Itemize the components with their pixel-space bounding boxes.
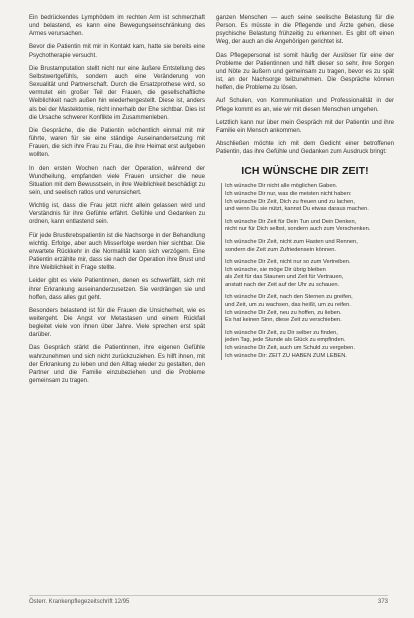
poem-stanza: Ich wünsche Dir nicht alle möglichen Gaben. Ich wünsche Dir nur, was die meisten nicht haben: Ich wünsche Dir Zeit, Dich zu freuen und zu lachen, und wenn Du sie nützt, kannst Du etwas daraus machen. bbox=[225, 183, 369, 213]
poem-stanza: Ich wünsche Dir Zeit, nach den Sternen zu greifen, und Zeit, um zu wachsen, das heißt, um zu reifen. Ich wünsche Dir Zeit, neu zu hoffen, zu lieben. Es hat keinen Sinn, diese Zeit zu verschieben. bbox=[225, 294, 353, 324]
paragraph: Abschließen möchte ich mit dem Gedicht einer betroffenen Patientin, das ihre Gefühle und Gedanken zum Ausdruck bringt: bbox=[216, 141, 394, 156]
poem-title: ICH WÜNSCHE DIR ZEIT! bbox=[241, 165, 369, 178]
footer-source: Österr. Krankenpflegezeitschrift 12/95 bbox=[29, 599, 130, 605]
right-paragraphs bbox=[216, 14, 394, 156]
poem bbox=[221, 183, 394, 360]
paragraph: ganzen Menschen — auch seine seelische Belastung für die Person. Es müsste in die Pflegende und Ärzte gehen, diese psychische Belastung frühzeitig zu erkennen. Es gibt oft einen Weg, der auch an die Angehörigen gerichtet ist. bbox=[216, 15, 394, 46]
paragraph: Bevor die Patientin mit mir in Kontakt kam, hatte sie bereits eine Psychotherapie versucht. bbox=[29, 44, 205, 59]
paragraph: Auf Schulen, von Kommunikation und Professionalität in der Pflege kommt es an, wie wir mit diesen Menschen umgehen. bbox=[216, 98, 394, 113]
poem-stanza: Ich wünsche Dir Zeit für Dein Tun und Dein Denken, nicht nur für Dich selbst, sondern auch zum Verschenken. bbox=[225, 218, 371, 233]
page-footer bbox=[29, 595, 388, 609]
paragraph: Wichtig ist, dass die Frau jetzt nicht allein gelassen wird und Verständnis für ihre Gefühle erfährt. Gefühle und Gedanken zu ordnen, kann entlastend sein. bbox=[29, 203, 205, 226]
paragraph: Für jede Brustkrebspatientin ist die Nachsorge in der Behandlung wichtig. Erfolge, aber auch Misserfolge werden hier sichtbar. Die erwartete Rückkehr in die Normalität kann sich verzögern. Eine Patientin erzählte mir, dass sie nach der Operation ihre Brust und ihre Weiblichkeit in Frage stellte. bbox=[29, 232, 205, 272]
paragraph: Besonders belastend ist für die Frauen die Unsicherheit, wie es weitergeht. Die Angst vor Metastasen und einem Rückfall begleitet viele von ihnen über Jahre. Viele sprechen erst spät darüber. bbox=[29, 307, 205, 339]
paragraph: Das Gespräch stärkt die Patientinnen, ihre eigenen Gefühle wahrzunehmen und sich nicht zurückzuziehen. Es hilft ihnen, mit der Erkrankung zu leben und den Alltag wieder zu gestalten, den Partner und die Familie einzubeziehen und die Probleme gemeinsam zu tragen. bbox=[29, 345, 205, 385]
page-number: 373 bbox=[377, 599, 388, 605]
poem-stanza: Ich wünsche Dir Zeit, nicht zum Hasten und Rennen, sondern die Zeit zum Zufriedensein können. bbox=[225, 238, 358, 253]
paragraph: Das Pflegepersonal ist somit häufig der Auslöser für eine der Probleme der Patientinnen und hilft dieser so sehr, ihre Sorgen und Nöte zu äußern und gemeinsam zu tragen, bevor es zu spät ist, an der Nachsorge teilzunehmen. Die Gespräche können helfen, die Probleme zu lösen. bbox=[216, 52, 394, 92]
left-text-column bbox=[29, 14, 205, 390]
poem-stanza: Ich wünsche Dir Zeit, zu Dir selber zu finden, jeden Tag, jede Stunde als Glück zu empfinden. Ich wünsche Dir Zeit, auch um Schuld zu vergeben. Ich wünsche Dir: ZEIT ZU HABEN ZUM LEBEN. bbox=[225, 329, 355, 359]
poem-stanza: Ich wünsche Dir Zeit, nicht nur so zum Vertreiben. Ich wünsche, sie möge Dir übrig bleiben als Zeit für das Staunen und Zeit für Vertrauen, anstatt nach der Zeit auf der Uhr zu schauen. bbox=[225, 259, 351, 288]
paragraph: Leider gibt es viele Patientinnen, denen es schwerfällt, sich mit ihrer Erkrankung auseinanderzusetzen. Sie verdrängen sie und hoffen, dass alles gut geht. bbox=[29, 278, 205, 301]
right-text-column bbox=[216, 14, 394, 365]
paragraph: Die Gespräche, die die Patientin wöchentlich einmal mit mir führte, waren für sie eine ständige Auseinandersetzung mit Frauen, die sich ihre Frau zu Frau, die ihre Heimat erst aufgeben wollten. bbox=[29, 127, 205, 159]
paragraph: Die Brustamputation stellt nicht nur eine äußere Entstellung des Selbstwertgefühls, sondern auch eine Veränderung von Sexualität und Partnerschaft. Durch die Ersatzprothese wird, so vermutet ein großer Teil der Frauen, die gesellschaftliche Weiblichkeit nach außen hin wiederhergestellt. Diese ist, anders als bei der Mastektomie, nicht innerhalb der Ehe sichtbar. Dies ist die Ursache schwerer Konflikte im Zusammenleben. bbox=[29, 65, 205, 121]
paragraph: Ein bedrückendes Lymphödem im rechten Arm ist schmerzhaft und belastend, es kann eine Bewegungseinschränkung des Armes verursachen. bbox=[29, 15, 205, 38]
paragraph: In den ersten Wochen nach der Operation, während der Wundheilung, empfanden viele Frauen unsicher die neue Situation mit dem Bewusstsein, in ihre Weiblichkeit beschädigt zu sein, und seelisch ratlos und verunsichert. bbox=[29, 165, 205, 196]
paragraph: Letztlich kann nur über mein Gespräch mit der Patientin und ihre Familie ein Mensch ankommen. bbox=[216, 119, 394, 134]
